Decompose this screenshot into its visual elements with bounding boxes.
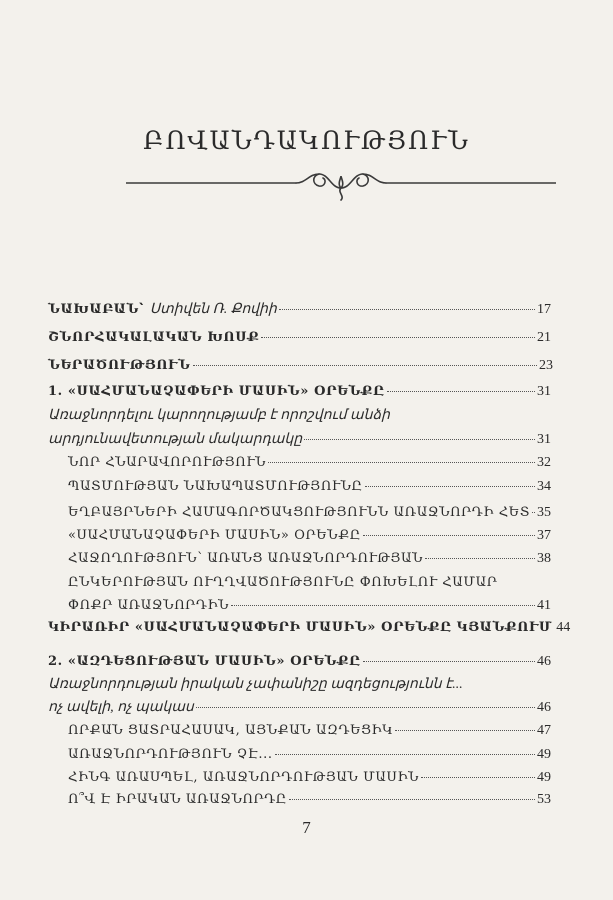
toc-entry-label: ՈՐՔԱՆ ՑԱՏՐԱՀԱՍԱԿ, ԱՅՆՔԱՆ ԱԶԴԵՑԻԿ: [68, 723, 394, 738]
toc-entry-label: Առաջնորդության իրական չափանիշը ազդեցությունն է...: [48, 677, 463, 692]
toc-subtitle[interactable]: [48, 700, 551, 716]
toc-section[interactable]: [68, 528, 551, 544]
toc-entry-label: ՀԻՆԳ ԱՌԱՍՊԵԼ, ԱՌԱՋՆՈՐԴՈՒԹՅԱՆ ՄԱՍԻՆ: [68, 770, 420, 785]
toc-entry-label: ՊԱՏՄՈՒԹՅԱՆ ՆԱԽԱՊԱՏՄՈՒԹՅՈՒՆԸ: [68, 479, 363, 494]
toc-subtitle[interactable]: [48, 432, 551, 448]
toc-entry-page: 34: [537, 479, 551, 494]
toc-entry[interactable]: [48, 302, 551, 318]
toc-entry-page: 49: [537, 770, 551, 785]
toc-entry-label: արդյունավետության մակարդակը: [48, 432, 303, 447]
page-number: 7: [302, 818, 311, 837]
toc-entry-page: 49: [537, 747, 551, 762]
toc-entry-page: 38: [537, 551, 551, 566]
toc-entry-page: 31: [537, 384, 551, 399]
dot-leader: [304, 439, 535, 440]
toc-entry-page: 31: [537, 432, 551, 447]
toc-section[interactable]: [68, 505, 551, 521]
toc-entry-author: Ստիվեն Ռ. Քովիի: [149, 302, 277, 317]
toc-entry-label: Առաջնորդելու կարողությամբ է որոշվում անձի: [48, 408, 390, 423]
dot-leader: [365, 486, 535, 487]
toc-entry-page: 44: [556, 620, 571, 635]
toc-entry-label: 2. «ԱԶԴԵՑՈՒԹՅԱՆ ՄԱՍԻՆ» ՕՐԵՆՔԸ: [48, 654, 361, 669]
toc-entry-page: 46: [537, 700, 551, 715]
dot-leader: [363, 535, 535, 536]
dot-leader: [363, 661, 535, 662]
toc-entry-label: ԱՌԱՋՆՈՐԴՈՒԹՅՈՒՆ ՉԷ...: [68, 747, 273, 762]
dot-leader: [279, 309, 535, 310]
dot-leader: [425, 558, 535, 559]
dot-leader: [193, 365, 538, 366]
toc-section[interactable]: [68, 479, 551, 495]
toc-entry[interactable]: [48, 330, 551, 346]
toc-entry-page: 37: [537, 528, 551, 543]
dot-leader: [421, 777, 535, 778]
toc-entry-label: ԸՆԿԵՐՈՒԹՅԱՆ ՈՒՂՂՎԱԾՈՒԹՅՈՒՆԸ ՓՈԽԵԼՈՒ ՀԱՄԱՐ: [68, 575, 498, 590]
toc-entry-page: 35: [537, 505, 551, 520]
page-title: ԲՈՎԱՆԴԱԿՈՒԹՅՈՒՆ: [143, 126, 470, 155]
dot-leader: [275, 754, 535, 755]
toc-entry-label: ԵՂԲԱՅՐՆԵՐԻ ՀԱՄԱԳՈՐԾԱԿՑՈՒԹՅՈՒՆՆ ԱՌԱՋՆՈՐԴԻ ՀԵՏ: [68, 505, 530, 520]
dot-leader: [268, 462, 535, 463]
toc-entry-page: 47: [537, 723, 551, 738]
toc-chapter[interactable]: [48, 384, 551, 400]
dot-leader: [289, 799, 535, 800]
dot-leader: [261, 337, 535, 338]
toc-entry-label: 1. «ՍԱՀՄԱՆԱՉԱՓԵՐԻ ՄԱՍԻՆ» ՕՐԵՆՔԸ: [48, 384, 385, 399]
toc-entry-label: ՆԱԽԱԲԱՆ՝: [48, 302, 144, 317]
toc-entry-page: 41: [537, 598, 551, 613]
toc-entry-label: ՓՈՔՐ ԱՌԱՋՆՈՐԴԻՆ: [68, 598, 230, 613]
dot-leader: [387, 391, 535, 392]
toc-entry-label: ՀԱՋՈՂՈՒԹՅՈՒՆ՝ ԱՌԱՆՑ ԱՌԱՋՆՈՐԴՈՒԹՅԱՆ: [68, 551, 424, 566]
toc-entry-page: 46: [537, 654, 551, 669]
toc-entry-label: ՇՆՈՐՀԱԿԱԼԱԿԱՆ ԽՈՍՔ: [48, 330, 260, 345]
toc-entry-label: ԿԻՐԱՌԻՐ «ՍԱՀՄԱՆԱՉԱՓԵՐԻ ՄԱՍԻՆ» ՕՐԵՆՔԸ ԿՅԱՆՔՈՒՄ: [48, 620, 553, 635]
toc-subtitle: [48, 408, 551, 424]
toc-entry-page: 21: [537, 330, 551, 345]
toc-entry-label: «ՍԱՀՄԱՆԱՉԱՓԵՐԻ ՄԱՍԻՆ» ՕՐԵՆՔԸ: [68, 528, 361, 543]
toc-section: [68, 575, 551, 591]
toc-entry-page: 23: [539, 358, 553, 373]
toc-entry-page: 32: [537, 455, 551, 470]
toc-entry-label: ոչ ավելի, ոչ պակաս: [48, 700, 194, 715]
toc-section[interactable]: [68, 792, 551, 808]
toc-section[interactable]: [68, 747, 551, 763]
dot-leader: [196, 707, 535, 708]
toc-entry-label: ՆԵՐԱԾՈՒԹՅՈՒՆ: [48, 358, 191, 373]
toc-section[interactable]: [68, 598, 551, 614]
toc-entry-page: 17: [537, 302, 551, 317]
toc-subtitle: [48, 677, 551, 693]
toc-entry-page: 53: [537, 792, 551, 807]
toc-section[interactable]: [68, 551, 551, 567]
dot-leader: [532, 512, 535, 513]
toc-section[interactable]: [68, 770, 551, 786]
toc-entry-label: Ո՞Վ Է ԻՐԱԿԱՆ ԱՌԱՋՆՈՐԴԸ: [68, 792, 287, 807]
toc-section[interactable]: [68, 455, 551, 471]
toc-entry[interactable]: [48, 620, 571, 636]
dot-leader: [395, 730, 535, 731]
toc-entry[interactable]: [48, 358, 553, 374]
toc-chapter[interactable]: [48, 654, 551, 670]
toc-entry-label: ՆՈՐ ՀՆԱՐԱՎՈՐՈՒԹՅՈՒՆ: [68, 455, 267, 470]
toc-section[interactable]: [68, 723, 551, 739]
dot-leader: [231, 605, 535, 606]
